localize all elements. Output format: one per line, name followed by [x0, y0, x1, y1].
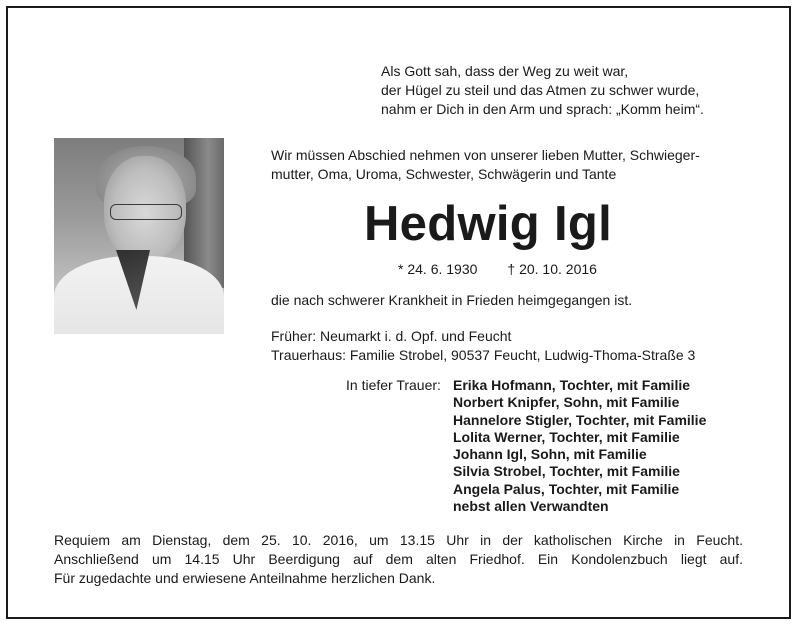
- requiem-line: Requiem am Dienstag, dem 25. 10. 2016, um 13.15 Uhr in der katholischen Kirche in Feucht.: [54, 532, 743, 548]
- mourning-house: Trauerhaus: Familie Strobel, 90537 Feucht, Ludwig-Thoma-Straße 3: [271, 347, 696, 363]
- requiem-line: Anschließend um 14.15 Uhr Beerdigung auf dem alten Friedhof. Ein Kondolenzbuch liegt auf.: [54, 551, 743, 567]
- mourner-item: Johann Igl, Sohn, mit Familie: [453, 446, 647, 463]
- photo-glasses: [110, 204, 182, 220]
- poem-line: nahm er Dich in den Arm und sprach: „Komm heim“.: [381, 101, 704, 117]
- portrait-photo: [54, 138, 224, 334]
- places: [271, 327, 695, 365]
- poem-line: der Hügel zu steil und das Atmen zu schwer wurde,: [381, 82, 700, 98]
- intro-line: Wir müssen Abschied nehmen von unserer lieben Mutter, Schwieger-: [271, 147, 700, 163]
- intro-line: mutter, Oma, Uroma, Schwester, Schwägerin und Tante: [271, 166, 617, 182]
- mourner-item: Erika Hofmann, Tochter, mit Familie: [453, 377, 691, 393]
- intro-text: [271, 146, 700, 184]
- mourner-item: Hannelore Stigler, Tochter, mit Familie: [453, 411, 707, 428]
- mourner-item: Silvia Strobel, Tochter, mit Familie: [453, 463, 680, 480]
- mourners-label: In tiefer Trauer:: [346, 377, 441, 393]
- former-residence: Früher: Neumarkt i. d. Opf. und Feucht: [271, 328, 512, 344]
- mourner-item: Lolita Werner, Tochter, mit Familie: [453, 428, 680, 445]
- passing-text: die nach schwerer Krankheit in Frieden heimgegangen ist.: [271, 292, 633, 308]
- mourner-item: nebst allen Verwandten: [453, 498, 609, 515]
- requiem-line: Für zugedachte und erwiesene Anteilnahme herzlichen Dank.: [54, 570, 436, 586]
- requiem-text: [54, 531, 743, 588]
- life-dates: [398, 261, 597, 277]
- poem: [381, 62, 704, 119]
- mourners-list: [453, 377, 706, 515]
- birth-date: * 24. 6. 1930: [398, 261, 478, 277]
- death-date: † 20. 10. 2016: [507, 261, 597, 277]
- deceased-name: Hedwig Igl: [364, 197, 612, 251]
- poem-line: Als Gott sah, dass der Weg zu weit war,: [381, 63, 629, 79]
- mourner-item: Norbert Knipfer, Sohn, mit Familie: [453, 394, 680, 411]
- mourner-item: Angela Palus, Tochter, mit Familie: [453, 480, 680, 497]
